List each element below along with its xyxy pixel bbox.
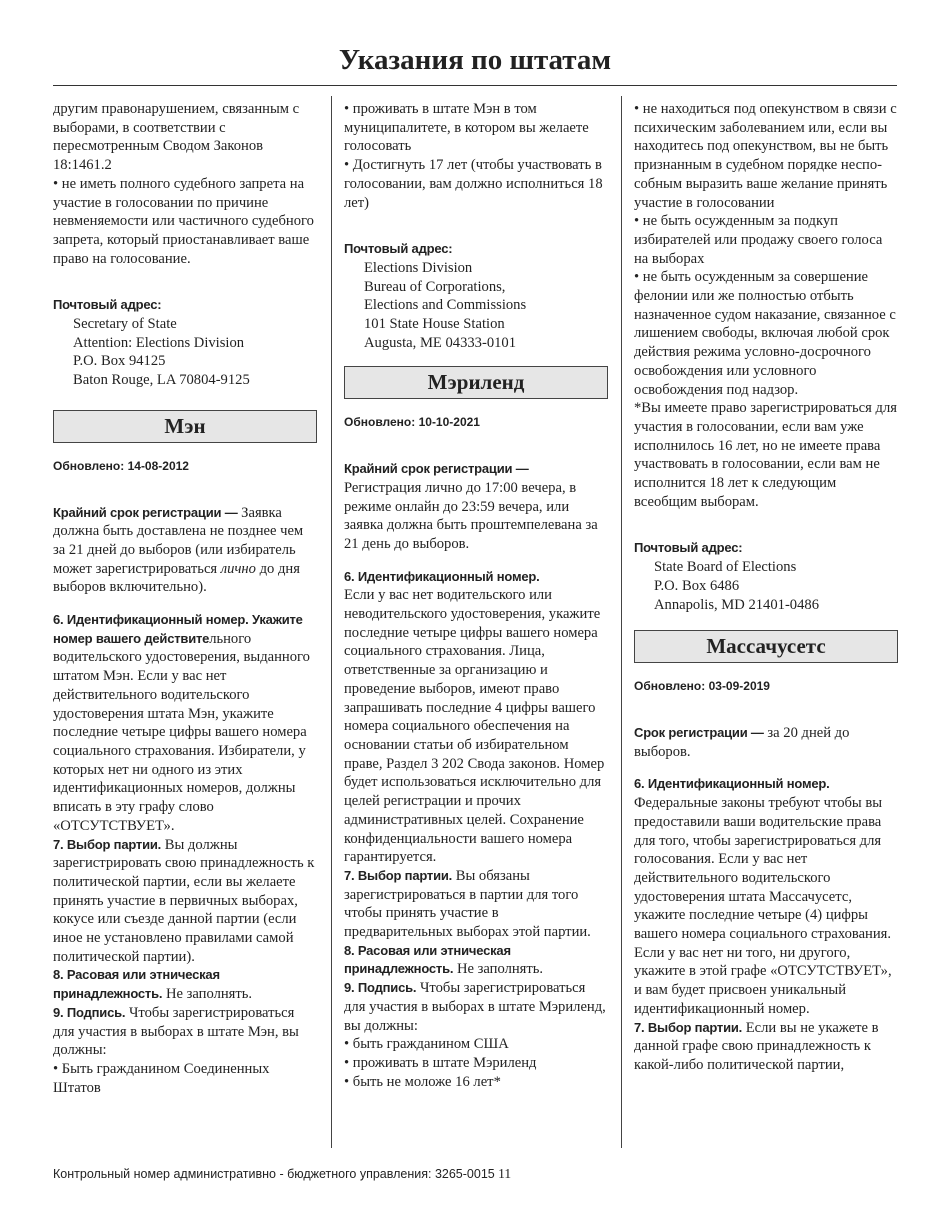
list-item: • проживать в штате Мэриленд (344, 1054, 608, 1073)
address-line: Augusta, ME 04333-0101 (364, 334, 517, 351)
list-item: • быть гражданином США (344, 1035, 608, 1054)
column-divider (331, 96, 332, 1148)
column-2 (344, 100, 608, 1091)
deadline-label: Крайний срок регистрации — (344, 461, 529, 477)
omb-control-number: Контрольный номер административно - бюджетного управления: 3265-0015 (53, 1167, 495, 1181)
deadline: Регистрация лично до 17:00 вечера, в режиме онлайн до 23:59 вечера, или заявка должна быть проштемпелевана за 21 день до выборов. (344, 479, 598, 552)
mail-label: Почтовый адрес: (53, 297, 162, 313)
address-line: Secretary of State (73, 316, 177, 333)
state-heading-massachusetts: Массачусетс (634, 630, 898, 663)
address-line: Elections Division (364, 259, 473, 276)
mail-label: Почтовый адрес: (344, 241, 453, 257)
address-line: State Board of Elections (654, 559, 797, 576)
footer (53, 1166, 511, 1182)
title-rule (53, 85, 897, 86)
list-item: • Быть гражданином Соединенных Штатов (53, 1060, 317, 1097)
page-number: 11 (498, 1166, 512, 1181)
race-ethnicity: 8. Расовая или этническая принадлежность. Не заполнять. (344, 942, 544, 978)
address-line: 101 State House Station (364, 316, 505, 333)
race-ethnicity: 8. Расовая или этническая принадлежность. Не заполнять. (53, 967, 253, 1003)
column-divider (621, 96, 622, 1148)
deadline: Срок регистрации — за 20 дней до выборов. (634, 724, 850, 760)
age-note: *Вы имеете право зарегистрироваться для участия в голосовании, если вам уже исполнилось 16 лет, но не имеете права участвовать в голосовании, если вам не исполнится 18 лет к следующим всеобщим выборам. (634, 400, 897, 510)
list-item: • не быть осужденным за подкуп избирателей или продажу своего голоса на выборах (634, 212, 898, 268)
list-item: • не находиться под опекунством в связи с психическим заболеванием или, если вы находитесь под опекунством, вы не быть признанным в судебном порядке неспо-собным выразить ваше желание принять участие в голосовании (634, 100, 898, 212)
page-title: Указания по штатам (338, 44, 612, 76)
address-line: Elections and Commissions (364, 297, 527, 314)
party-choice: 7. Выбор партии. Вы обязаны зарегистрироваться в партии для того чтобы принять участие в предварительных выборах этой партии. (344, 867, 591, 941)
list-item: • не быть осужденным за совершение фелонии или же полностью отбыть назначенное судом наказание, связанное с лишением свободы, включая любой срок действия режима условно-досрочного освобождения или условного освобождения под надзор. (634, 268, 898, 399)
list-item: • не иметь полного судебного запрета на участие в голосовании по причине невменяемости или частичного судебного запрета, который приостанавливает ваше право на голосование. (53, 175, 317, 269)
id-number: Если у вас нет водительского или неводительского удостоверения, укажите последние четыре цифры вашего номера социального страхования. Лица, ответственные за организацию и проведение выборов, имеют право запрашивать последние 4 цифры вашего номера социального обеспечения на основании статьи об избирательном праве, Раздел 3 202 Свода законов. Номер будет использоваться исключительно для целей регистрации и прочих административных целей. Сохранение конфиденциальности вашего номера гарантируется. (344, 587, 605, 866)
updated-date: Обновлено: 10-10-2021 (344, 415, 480, 430)
list-item: • быть не моложе 16 лет* (344, 1073, 608, 1092)
address-line: P.O. Box 94125 (73, 353, 166, 370)
address-line: Bureau of Corporations, (364, 278, 506, 295)
id-label: 6. Идентификационный номер. (634, 776, 830, 792)
address-line: Baton Rouge, LA 70804-9125 (73, 372, 250, 389)
updated-date: Обновлено: 03-09-2019 (634, 679, 770, 694)
id-label: 6. Идентификационный номер. (344, 568, 540, 584)
address-line: P.O. Box 6486 (654, 577, 740, 594)
list-item: • Достигнуть 17 лет (чтобы участвовать в голосовании, вам должно исполниться 18 лет) (344, 156, 608, 212)
address-line: Attention: Elections Division (73, 334, 245, 351)
address-line: Annapolis, MD 21401-0486 (654, 596, 819, 613)
state-heading-maine: Мэн (53, 410, 317, 443)
mail-label: Почтовый адрес: (634, 540, 743, 556)
id-number: Федеральные законы требуют чтобы вы предоставили ваши водительские права для того, чтобы зарегистрироваться для голосования. Если у вас нет действительного водительского удостоверения штата Массачусетс, укажите последние четыре (4) цифры вашего номера социального страхования. Если у вас нет ни того, ни другого, укажите в этой графе «ОТСУТСТВУЕТ», и вам будет присвоен уникальный идентификационный номер. (634, 795, 892, 1017)
column-1 (53, 100, 317, 1097)
signature: 9. Подпись. Чтобы зарегистрироваться для участия в выборах в штате Мэриленд, вы должны: (344, 980, 606, 1034)
updated-date: Обновлено: 14-08-2012 (53, 458, 189, 473)
party-choice: 7. Выбор партии. Если вы не укажете в данной графе свою принадлежность к какой-либо политической партии, (634, 1019, 879, 1073)
party-choice: 7. Выбор партии. Вы должны зарегистрировать свою принадлежность к политической партии, если вы желаете принять участие в первичных выборах, кокусе или съезде данной партии (если иное не установлено правилами самой политической партии). (53, 836, 315, 965)
column-3 (634, 100, 898, 1075)
id-number: 6. Идентификационный номер. Укажите номер вашего действительного водительского удостоверения, выданного штатом Мэн. Если у вас нет действительного водительского удостоверения штата Мэн, укажите последние четыре цифры вашего номера социального страхования. Избиратели, у которых нет ни одного из этих идентификационных номеров, должны вписать в эту графу слово «ОТСУТСТВУЕТ». (53, 612, 310, 834)
state-heading-maryland: Мэриленд (344, 366, 608, 399)
louisiana-continued: другим правонарушением, связанным с выборами, в соответствии с пересмотренным Сводом Законов 18:1461.2 (53, 101, 300, 174)
list-item: • проживать в штате Мэн в том муниципалитете, в котором вы желаете голосовать (344, 100, 608, 156)
signature: 9. Подпись. Чтобы зарегистрироваться для участия в выборах в штате Мэн, вы должны: (53, 1004, 299, 1059)
deadline: Крайний срок регистрации — Заявка должна быть доставлена не позднее чем за 21 дней до выборов (или избиратель может зарегистрироваться лично до дня выборов включительно). (53, 504, 304, 596)
